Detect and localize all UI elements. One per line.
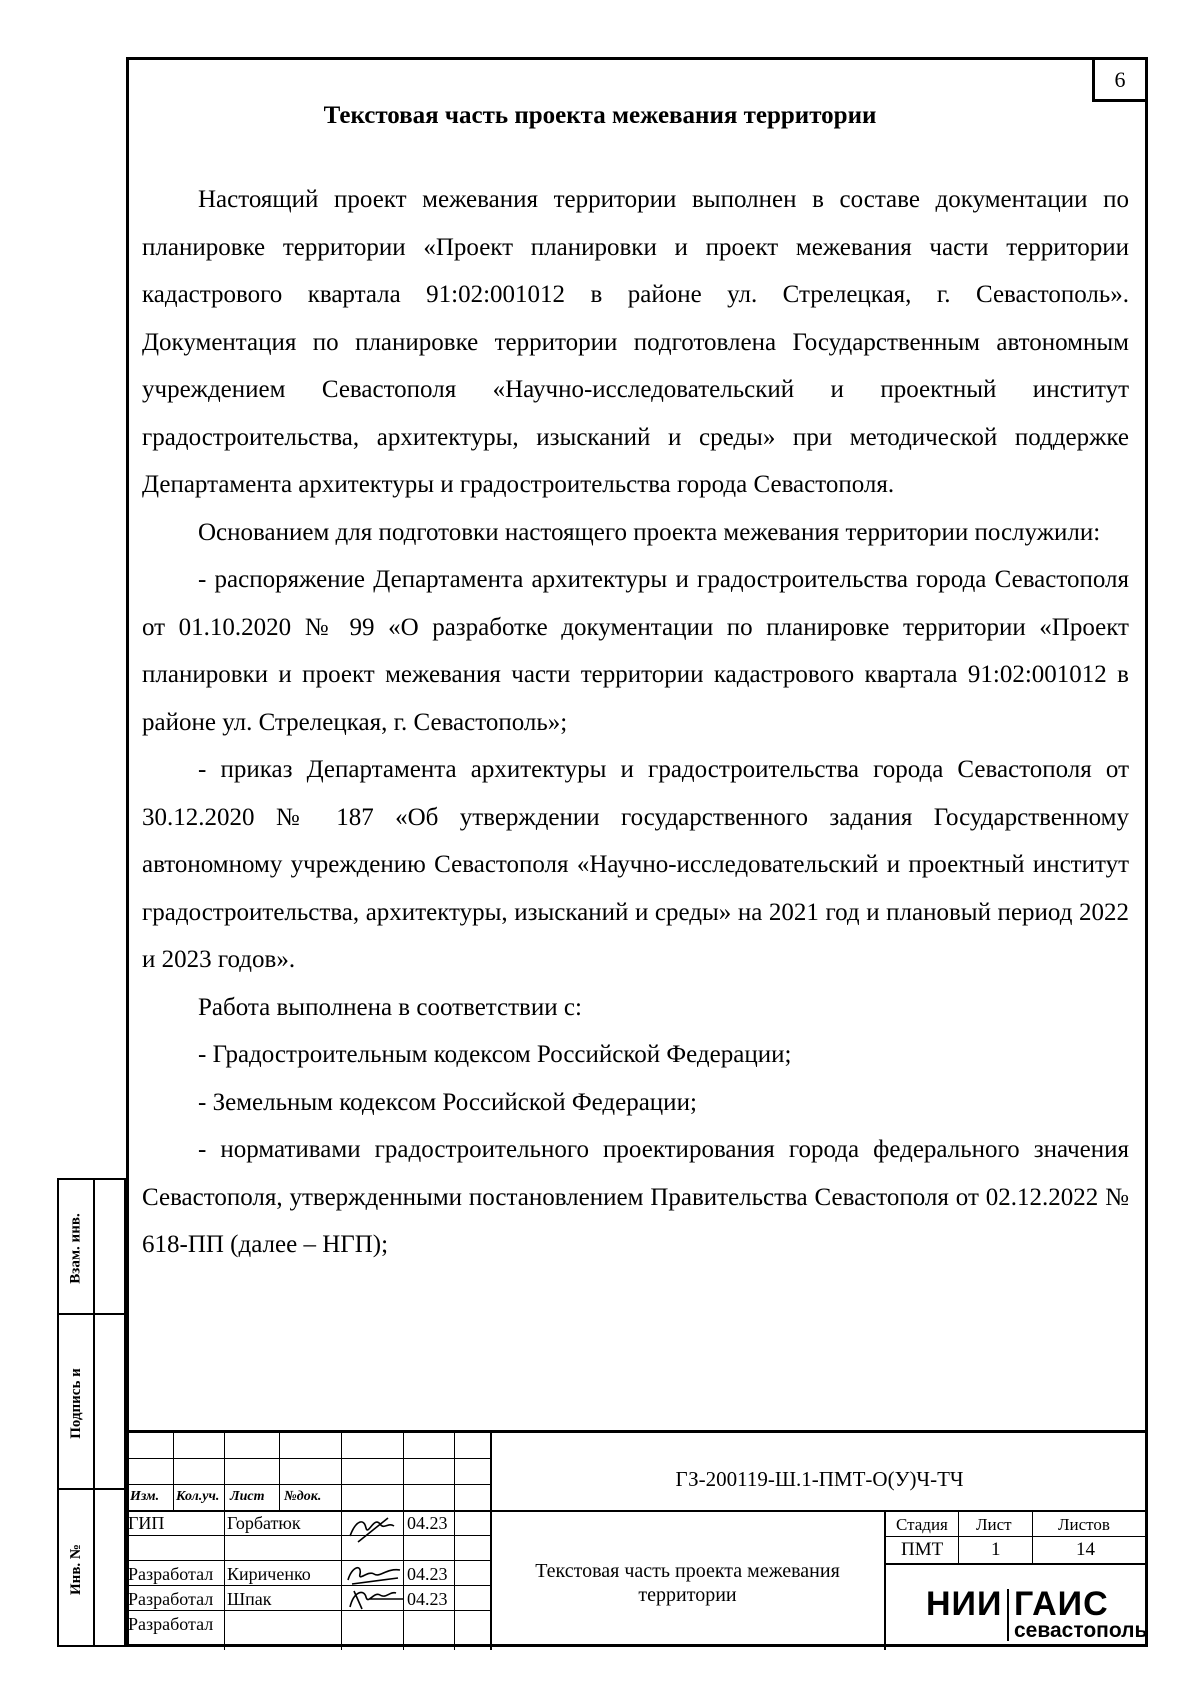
paragraph: - нормативами градостроительного проектирования города федерального значения Севастополя, утвержденными постановлением Правительства Севастополя от 02.12.2022 № 618-ПП (далее – НГП); — [142, 1136, 1129, 1258]
paragraph: - Градостроительным кодексом Российской Федерации; — [198, 1041, 792, 1068]
row-role: Разработал — [128, 1614, 214, 1634]
side-cell-podpis — [57, 1313, 126, 1490]
signature-icon — [344, 1512, 404, 1547]
row-date: 04.23 — [407, 1589, 448, 1609]
document-heading: Текстовая часть проекта межевания территории — [323, 102, 877, 129]
side-label-podpis: Подпись и — [67, 1368, 84, 1439]
stamp-document-title: Текстовая часть проекта межевания территории — [535, 1560, 840, 1606]
row-role: Разработал — [128, 1564, 214, 1584]
paragraph: Основанием для подготовки настоящего проекта межевания территории послужили: — [198, 518, 1101, 546]
paragraph: - распоряжение Департамента архитектуры и градостроительства города Севастополя от 01.10.2020 № 99 «О разработке документации по планировке территории «Проект планировки и проект межевания части территории кадастрового квартала 91:02:001012 в районе ул. Стрелецкая, г. Севастополь»; — [142, 566, 1129, 736]
row-role: Разработал — [128, 1589, 214, 1609]
logo-text-city: севастополь — [1014, 1619, 1148, 1642]
row-role: ГИП — [128, 1513, 165, 1533]
signature-icon — [344, 1585, 406, 1613]
sheet-value: 1 — [991, 1539, 1001, 1560]
side-cell-vzam — [57, 1178, 126, 1315]
header-izm: Изм. — [130, 1489, 160, 1504]
organization-logo — [886, 1575, 1148, 1650]
page-number: 6 — [1092, 57, 1148, 102]
row-name: Кириченко — [227, 1564, 311, 1584]
paragraph: Настоящий проект межевания территории выполнен в составе документации по планировке территории «Проект планировки и проект межевания части территории кадастрового квартала 91:02:001012 в районе ул. Стрелецкая, г. Севастополь». Документация по планировке территории подготовлена Государственным автономным учреждением Севастополя «Научно-исследовательский и проектный институт градостроительства, архитектуры, изысканий и среды» при методической поддержке Департамента архитектуры и градостроительства города Севастополя. — [142, 186, 1129, 498]
paragraph: Работа выполнена в соответствии с: — [198, 993, 582, 1021]
row-name: Горбатюк — [227, 1513, 301, 1533]
logo-text-nii: НИИ — [926, 1585, 1003, 1623]
paragraph: - приказ Департамента архитектуры и градостроительства города Севастополя от 30.12.2020 № 187 «Об утверждении государственного задания Государственному автономному учреждению Севастополя «Научно-исследовательский и проектный институт градостроительства, архитектуры, изысканий и среды» на 2021 год и плановый период 2022 и 2023 годов». — [142, 756, 1129, 973]
sheets-label: Листов — [1058, 1515, 1110, 1534]
title-block — [126, 1430, 1148, 1650]
document-code: ГЗ-200119-Ш.1-ПМТ-О(У)Ч-ТЧ — [675, 1467, 964, 1491]
logo-text-gais: ГАИС — [1014, 1585, 1109, 1623]
side-label-inv: Инв. № — [67, 1544, 84, 1595]
header-ndok: №док. — [284, 1489, 322, 1504]
paragraph: - Земельным кодексом Российской Федерации; — [198, 1088, 697, 1116]
stage-label: Стадия — [896, 1515, 948, 1534]
row-date: 04.23 — [407, 1564, 448, 1584]
sheets-value: 14 — [1076, 1539, 1095, 1560]
header-list: Лист — [230, 1489, 265, 1504]
header-kol: Кол.уч. — [176, 1489, 220, 1504]
row-date: 04.23 — [407, 1513, 448, 1533]
side-label-vzam: Взам. инв. — [67, 1213, 84, 1284]
side-cell-inv — [57, 1488, 126, 1647]
sheet-label: Лист — [976, 1515, 1012, 1534]
side-margin-table — [57, 1178, 126, 1647]
row-name: Шпак — [227, 1589, 272, 1609]
stage-value: ПМТ — [901, 1539, 944, 1560]
document-body — [142, 176, 1129, 1269]
